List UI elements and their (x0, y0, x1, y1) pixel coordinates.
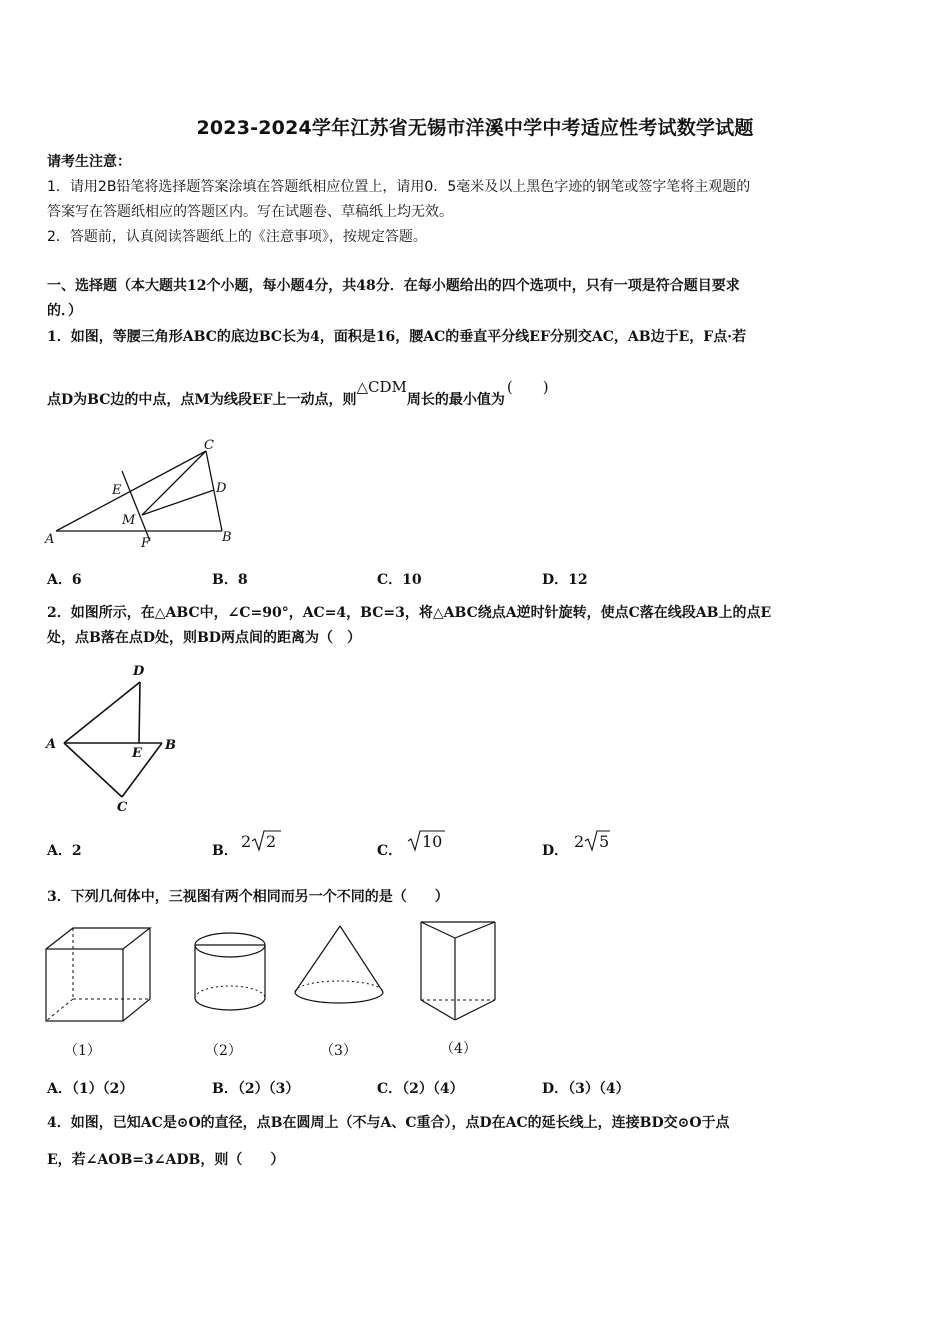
q3-option-c: C．（2）（4） (377, 1081, 464, 1097)
q1-label-e: E (112, 483, 122, 498)
q3-caption-1: （1） (64, 1043, 101, 1059)
q1-label-m: M (122, 513, 136, 528)
q2-label-b: B (165, 738, 176, 753)
q2-option-c (377, 840, 402, 860)
q2-option-b-radicand: 2 (266, 832, 277, 851)
q2-stem-b: 处，点B落在点D处，则BD两点间的距离为（ ） (47, 630, 361, 646)
q3-option-a: A．（1）（2） (47, 1081, 134, 1097)
q3-caption-4: （4） (440, 1041, 477, 1057)
q1-option-b: B．8 (212, 572, 248, 588)
q3-cylinder-bottom-back (195, 986, 265, 998)
q2-option-d-label: D． (542, 843, 569, 859)
q1-answer-paren: ( ) (506, 378, 549, 396)
q3-cube-front (46, 949, 123, 1021)
q3-figure-cone (292, 922, 392, 1022)
q2-label-d: D (133, 664, 145, 679)
notice-heading: 请考生注意： (47, 154, 131, 170)
q2-segment-de (139, 682, 140, 743)
section-heading-a: 一、选择题（本大题共12个小题，每小题4分，共48分．在每小题给出的四个选项中，只有一项是符合题目要求 (47, 278, 740, 294)
q3-prism-top (421, 922, 495, 938)
q2-option-d-math (574, 829, 618, 855)
q2-option-d-radicand: 5 (599, 832, 610, 851)
q2-segment-ad (64, 682, 140, 743)
q1-stem-a: 1．如图，等腰三角形ABC的底边BC长为4，面积是16，腰AC的垂直平分线EF分别交AC，AB边于E，F点·若 (47, 329, 747, 345)
q1-label-a: A (45, 532, 55, 547)
q2-label-a: A (46, 737, 57, 752)
q2-label-c: C (117, 800, 128, 815)
q3-figure-cube (44, 926, 159, 1026)
q2-option-b-math (241, 829, 285, 855)
q2-segment-cb (122, 743, 162, 797)
q3-prism-bottom-right (455, 1000, 495, 1020)
q1-stem-b (47, 378, 549, 410)
q2-option-b-coef: 2 (241, 832, 252, 851)
q3-figure-cylinder (192, 922, 272, 1022)
notice-line-1b: 答案写在答题纸相应的答题区内。写在试题卷、草稿纸上均无效。 (47, 204, 453, 220)
q2-option-c-radicand: 10 (422, 832, 443, 851)
q4-stem-a: 4．如图，已知AC是⊙O的直径，点B在圆周上（不与A、C重合），点D在AC的延长线上，连接BD交⊙O于点 (47, 1115, 730, 1131)
q1-label-d: D (216, 481, 227, 496)
q1-option-d: D．12 (542, 572, 588, 588)
q3-prism-bottom-left (421, 1000, 455, 1020)
q1-label-c: C (204, 438, 214, 453)
q1-stem-b-pre: 点D为BC边的中点，点M为线段EF上一动点，则 (47, 392, 357, 408)
q1-math-cdm: △CDM (356, 378, 407, 396)
q2-label-e: E (132, 746, 142, 761)
q1-stem-b-post: 周长的最小值为 (406, 392, 505, 408)
q3-caption-3: （3） (320, 1043, 357, 1059)
q4-stem-b: E，若∠AOB=3∠ADB，则（ ） (47, 1152, 285, 1168)
q3-cone-base-front (295, 992, 383, 1003)
q2-option-d-coef: 2 (574, 832, 585, 851)
q3-option-b: B．（2）（3） (212, 1081, 300, 1097)
q2-option-d (542, 840, 568, 860)
q2-option-c-math (408, 829, 452, 855)
section-heading-b: 的．） (47, 303, 82, 319)
q3-cylinder-bottom-front (195, 998, 265, 1010)
q1-segment-md (142, 490, 214, 515)
q3-cone-right-side (340, 926, 383, 992)
q1-label-f: F (141, 536, 151, 551)
q1-label-b: B (222, 530, 232, 545)
q3-cube-top (46, 928, 150, 949)
q3-cone-base-back (295, 981, 383, 992)
q1-option-c: C．10 (377, 572, 422, 588)
q1-figure (44, 437, 244, 557)
q2-option-b-label: B． (212, 843, 238, 859)
notice-line-1a: 1．请用2B铅笔将选择题答案涂填在答题纸相应位置上，请用0．5毫米及以上黑色字迹的钢笔或签字笔将主观题的 (47, 179, 751, 195)
q3-cube-right (123, 928, 150, 1021)
notice-line-2: 2．答题前，认真阅读答题纸上的《注意事项》，按规定答题。 (47, 229, 427, 245)
q2-figure (44, 660, 194, 815)
q3-figure-prism (417, 918, 507, 1028)
q2-option-c-label: C． (377, 843, 403, 859)
q3-option-d: D．（3）（4） (542, 1081, 630, 1097)
q3-stem: 3．下列几何体中，三视图有两个相同而另一个不同的是（ ） (47, 889, 449, 905)
q2-segment-ac (64, 743, 122, 797)
page-title: 2023-2024学年江苏省无锡市洋溪中学中考适应性考试数学试题 (196, 117, 754, 139)
q3-cube-hidden-depth (46, 999, 73, 1021)
q1-segment-cm (142, 451, 206, 515)
q1-option-a: A．6 (47, 572, 82, 588)
q2-stem-a: 2．如图所示，在△ABC中，∠C=90°，AC=4，BC=3，将△ABC绕点A逆时针旋转，使点C落在线段AB上的点E (47, 605, 772, 621)
q3-caption-2: （2） (205, 1043, 242, 1059)
q2-option-a: A．2 (47, 843, 82, 859)
q2-option-b (212, 840, 238, 860)
